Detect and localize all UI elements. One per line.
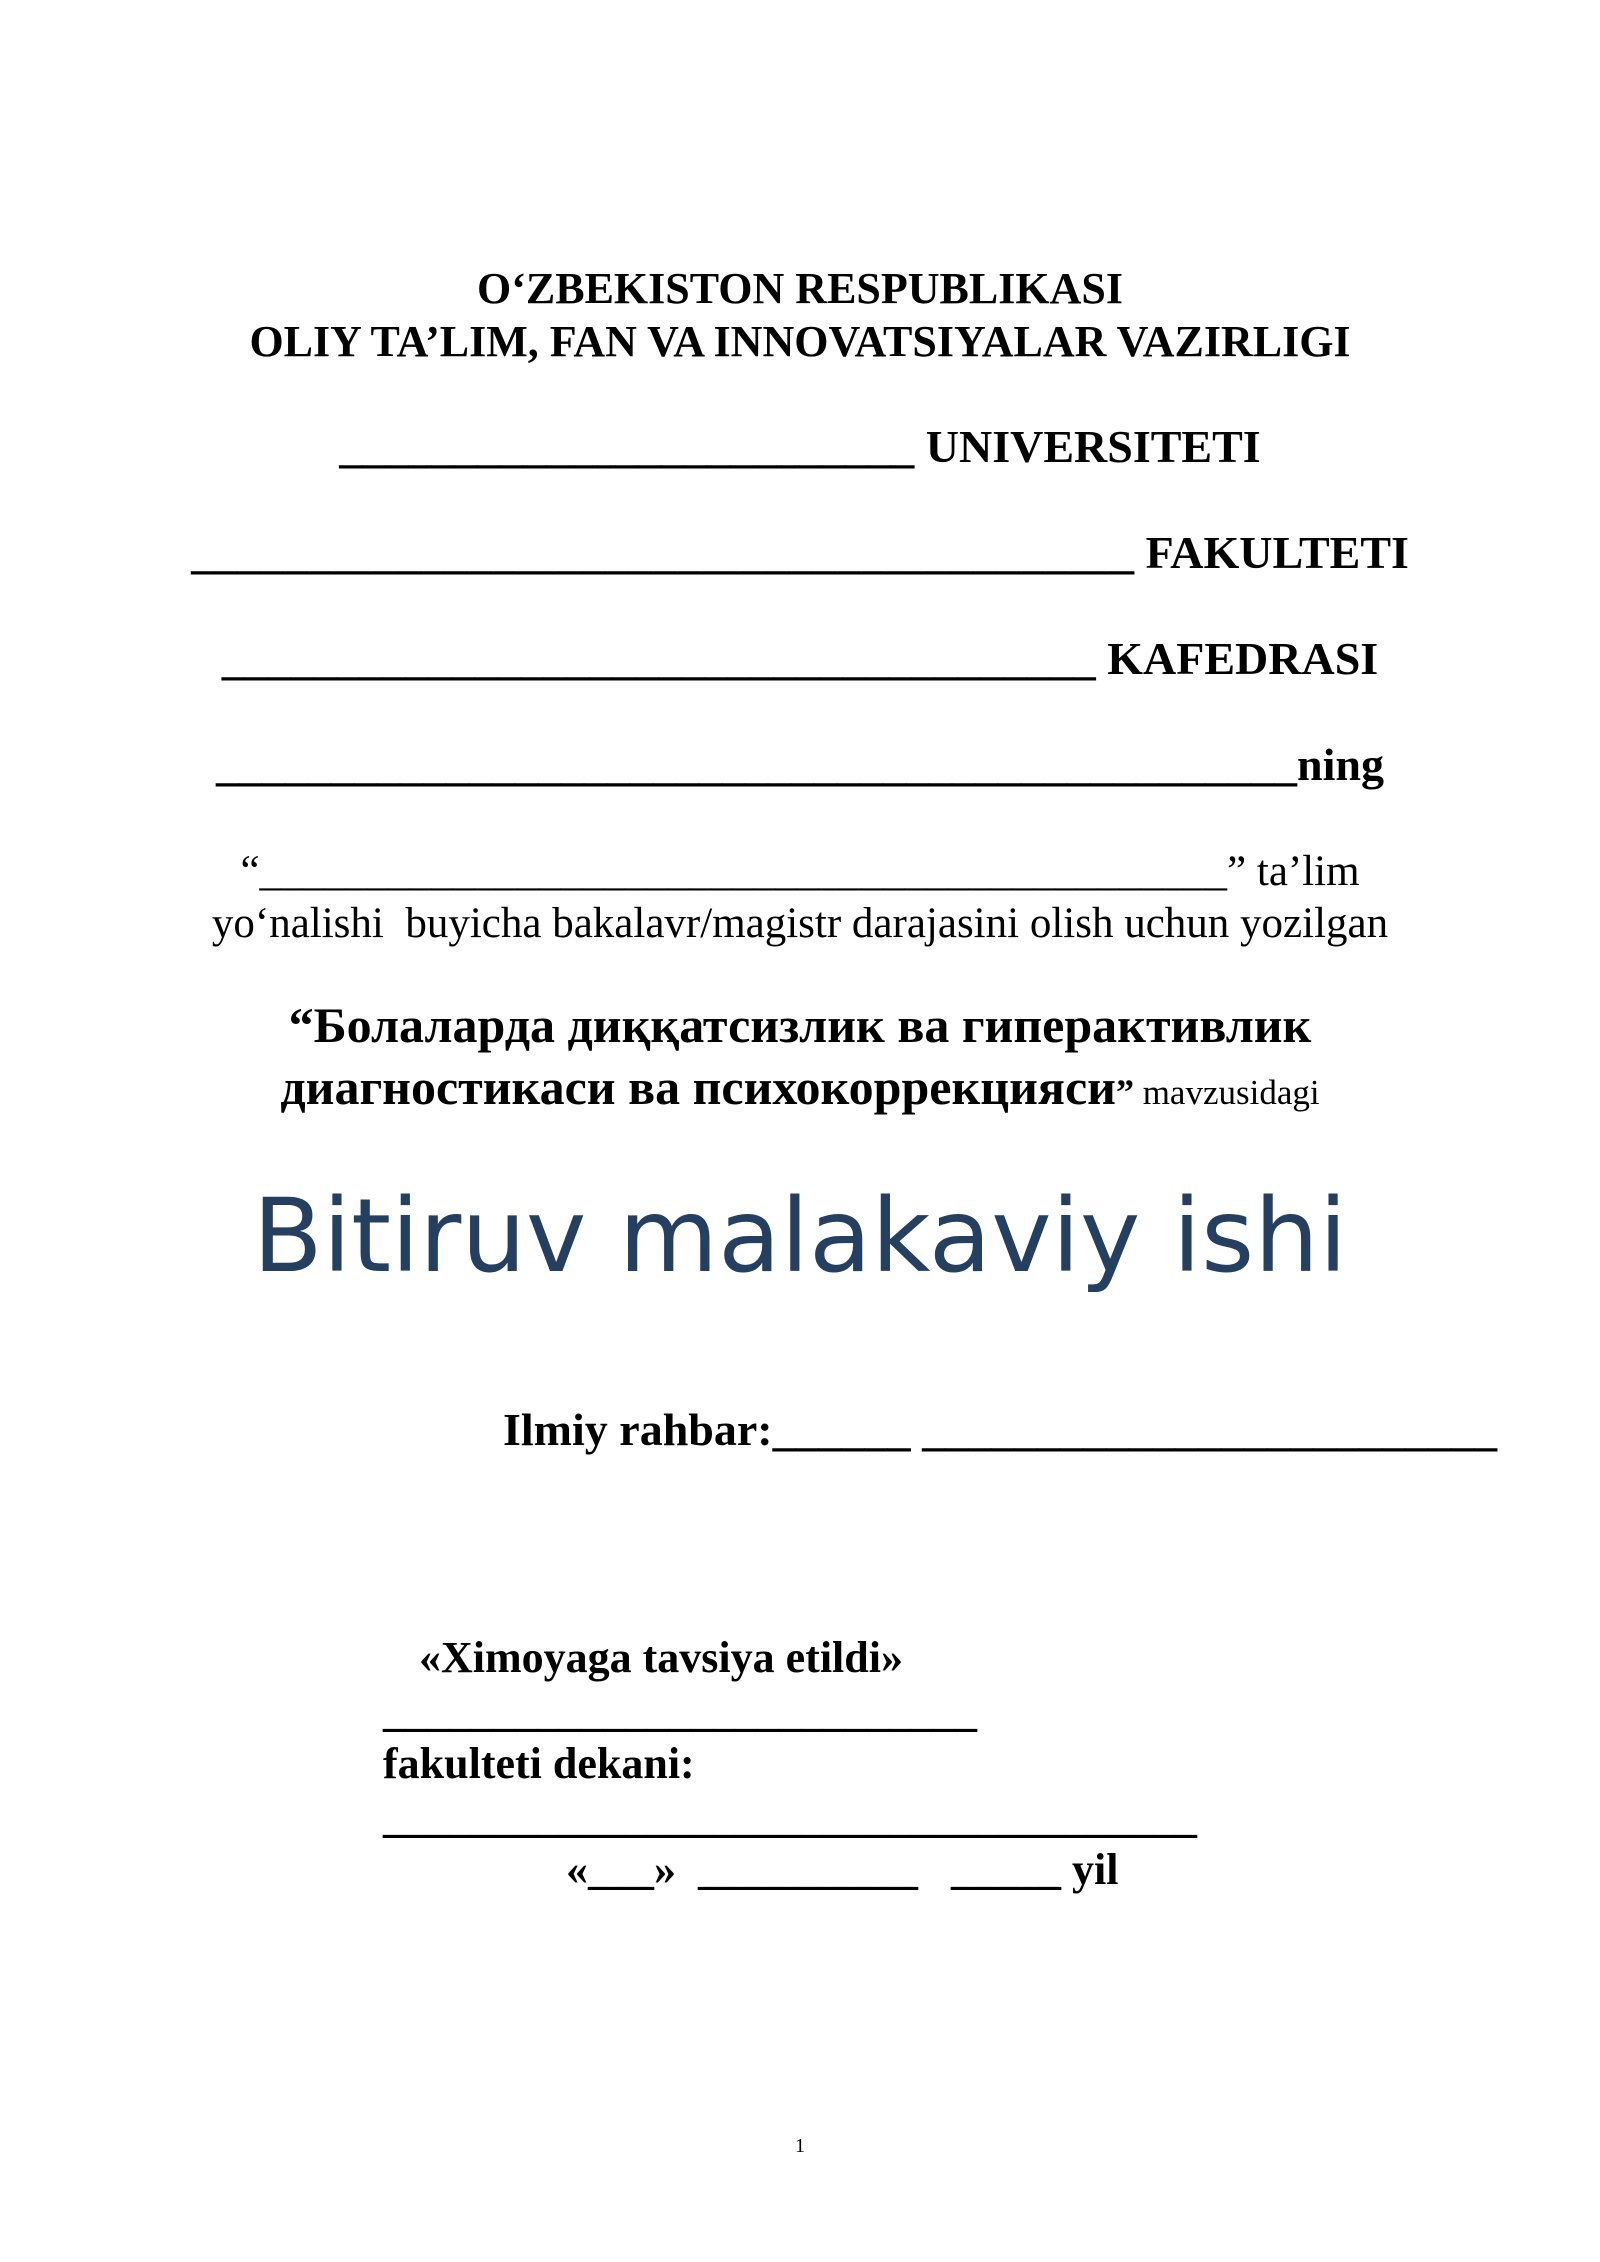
- student-suffix: ning: [1297, 739, 1384, 790]
- date-year-blank: _____: [940, 1845, 1061, 1894]
- supervisor-line: [503, 1404, 1498, 1455]
- dean-blank: _____________________________________: [383, 1793, 1197, 1842]
- department-blank: ______________________________________: [221, 633, 1096, 684]
- topic-suffix: mavzusidagi: [1133, 1073, 1320, 1112]
- recommend-blank: ___________________________: [383, 1687, 977, 1736]
- university-blank: _________________________: [339, 421, 915, 472]
- work-title: Bitiruv malakaviy ishi: [252, 1177, 1348, 1296]
- supervisor-blank-long: _________________________: [910, 1404, 1498, 1455]
- date-line: [566, 1845, 1119, 1894]
- direction-blank: _____________________________________________: [259, 848, 1228, 895]
- ministry-header-line1: O‘ZBEKISTON RESPUBLIKASI: [477, 264, 1123, 313]
- date-year-label: yil: [1061, 1845, 1119, 1894]
- university-label: UNIVERSITETI: [914, 421, 1261, 472]
- supervisor-blank-short: ______: [772, 1404, 911, 1455]
- direction-line2: yo‘nalishi buyicha bakalavr/magistr darajasini olish uchun yozilgan: [211, 900, 1389, 947]
- department-label: KAFEDRASI: [1095, 633, 1379, 684]
- topic-close-quote: ”: [1115, 1072, 1134, 1112]
- department-line: [0, 633, 1600, 684]
- ministry-header-line2: OLIY TA’LIM, FAN VA INNOVATSIYALAR VAZIRLIGI: [249, 317, 1351, 366]
- direction-close: ” ta’lim: [1227, 848, 1360, 895]
- faculty-line: [0, 527, 1600, 578]
- topic-line1: “Болаларда диққатсизлик ва гиперактивлик: [288, 997, 1312, 1053]
- direction-line1: [0, 850, 1600, 893]
- dean-label: fakulteti dekani:: [383, 1739, 695, 1788]
- student-blank: _______________________________________________: [216, 739, 1298, 790]
- recommend-label: «Ximoyaga tavsiya etildi»: [419, 1633, 903, 1682]
- direction-open-quote: “: [240, 848, 260, 895]
- university-line: [0, 421, 1600, 472]
- date-day: «___»: [566, 1845, 676, 1894]
- topic-line2: [0, 1059, 1600, 1115]
- supervisor-label: Ilmiy rahbar:: [503, 1404, 773, 1455]
- faculty-label: FAKULTETI: [1134, 527, 1409, 578]
- topic-text: диагностикаси ва психокоррекцияси: [280, 1059, 1116, 1115]
- date-month: __________: [676, 1845, 940, 1894]
- student-line: [0, 739, 1600, 790]
- page-number: 1: [795, 2135, 805, 2157]
- faculty-blank: _________________________________________: [191, 527, 1135, 578]
